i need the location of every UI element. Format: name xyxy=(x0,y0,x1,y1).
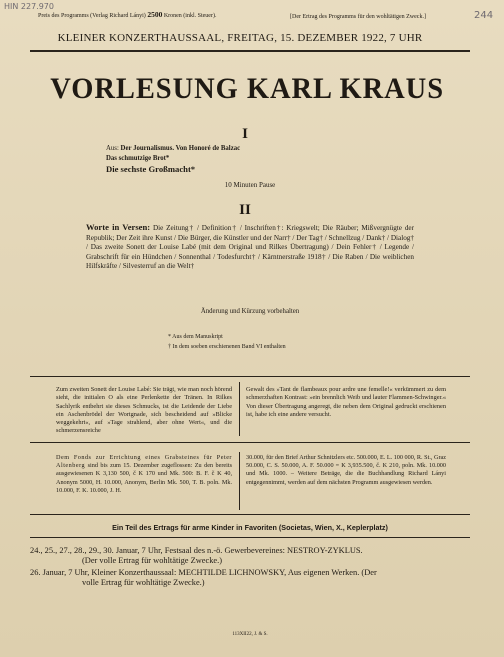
price-amount: 2500 xyxy=(147,10,163,19)
part1-line1 xyxy=(106,145,240,153)
fund-box-bottom-rule xyxy=(30,514,470,515)
printer-mark: 113XII22, J. & S. xyxy=(232,632,268,637)
part1-source: Der Journalismus. Von Honoré de Balzac xyxy=(120,145,241,152)
labe-note-right: Gewalt des »Tant de flambeaux pour ardre une femelle!« verkümmert zu dem schmerzhaften Kontrast: »ein brennlich Weib und lauter Flammen-Schwinger.« Von dieser Übertragung angeregt, die neben dem Original gedruckt erschienen ist, habe ich eine andere versucht. xyxy=(246,386,446,418)
proceeds-note: [Der Ertrag des Programms für den wohltätigen Zweck.] xyxy=(290,14,426,20)
note-box-divider xyxy=(239,382,240,436)
fund-note-left xyxy=(56,454,232,495)
price-prefix: Preis des Programms (Verlag Richard Lányi) xyxy=(38,13,146,19)
changes-note: Änderung und Kürzung vorbehalten xyxy=(200,308,300,315)
fund-note-right: 30.000, für den Brief Arthur Schnitzlers etc. 500.000, E. L. 100 000, R. St., Graz 50.000, C. S. 50.000, A. F. 50.000 = K 3,935.500, č. K 210, poln. Mk. 10.000 und Mk. 1000. – Weitere Beträge, die die Buchhandlung Richard Lányi entgegennimmt, werden auf dem nächsten Programm ausgewiesen werden. xyxy=(246,454,446,486)
page-title: VORLESUNG KARL KRAUS xyxy=(50,72,444,105)
event-nestroy-text: 24., 25., 27., 28., 29., 30. Januar, 7 Uhr, Festsaal des n.-ö. Gewerbevereines: NESTROY-ZYKLUS. xyxy=(30,546,363,555)
note-box-top-rule xyxy=(30,376,470,377)
part2-program xyxy=(86,223,414,272)
event-lichnowsky xyxy=(30,568,474,588)
price-line xyxy=(38,11,216,20)
pause-note: 10 Minuten Pause xyxy=(224,181,276,189)
pencil-page-number: 244 xyxy=(474,10,494,21)
event-lichnowsky-text: 26. Januar, 7 Uhr, Kleiner Konzerthaussaal: MECHTILDE LICHNOWSKY, Aus eigenen Werken. (Der xyxy=(30,568,377,577)
fund-heading: Dem Fonds zur Errichtung eines Grabsteines für Peter Altenberg xyxy=(56,454,232,470)
footnote-manuscript: * Aus dem Manuskript xyxy=(168,334,223,340)
header-rule xyxy=(30,50,470,52)
venue-line: KLEINER KONZERTHAUSSAAL, FREITAG, 15. DEZEMBER 1922, 7 UHR xyxy=(57,32,423,44)
labe-note-left: Zum zweiten Sonett der Louise Labé: Sie trägt, wie man noch hörend sieht, die initialen O als eine Perlenkette der Tränen. In Rilkes Sachlyrik entbehrt sie dieses Schmucks, ist die Leidende der Liebe ein Aschenbrödel der Wortgnade, sich bescheidend auf »Blicke weggekehrt«, auf »Tage strahlend, aber ohne Wert«, und die schmerzensreiche xyxy=(56,386,232,435)
part1-item-2: Die sechste Großmacht* xyxy=(106,164,196,174)
event-nestroy xyxy=(30,546,474,566)
price-suffix: Kronen (inkl. Steuer). xyxy=(163,13,217,19)
fund-box-divider xyxy=(239,452,240,510)
note-box-bottom-rule xyxy=(30,442,470,443)
event-lichnowsky-sub: volle Ertrag für wohltätige Zwecke.) xyxy=(82,578,205,587)
pencil-archive-note: HIN 227.970 xyxy=(4,2,54,11)
footnote-band-vi: † In dem soeben erschienenen Band VI enthalten xyxy=(168,344,286,350)
part2-label: Worte in Versen: xyxy=(86,222,151,232)
part1-prefix: Aus: xyxy=(106,145,119,152)
event-nestroy-sub: (Der volle Ertrag für wohltätige Zwecke.) xyxy=(82,556,222,565)
fund-body-left: sind bis zum 15. Dezember zugeflossen: Zu den bereits ausgewiesenen K 3,130 500, č K 170 und Mk. 500: B. F. č K 40, Anonym 5000, H. 10.000, Anonym, Berlin Mk. 500, T. B. poln. Mk. 10.000, F. K. 10.000, J. H. xyxy=(56,462,233,494)
part1-item-1: Das schmutzige Brot* xyxy=(106,155,170,162)
part1-numeral: I xyxy=(242,126,248,142)
part2-numeral: II xyxy=(239,202,251,218)
charity-rule xyxy=(30,537,470,538)
part2-text: Die Zeitung† / Definition† / Inschriften†: Kriegswelt; Die Räuber; Mißvergnügte der Republik; Der Zeit ihre Kunst / Die Bürger, die Künstler und der Narr† / Der Tag† / Schnellzug / Dank† / Dialog† / Das zweite Sonett der Louise Labé (mit dem Original und Rilkes Übertragung) / Dein Fehler† / Legende / Grabschrift für ein Hündchen / Sonnenthal / Todesfurcht† / Kärntnerstraße 1918† / Die Raben / Die weiblichen Hilfskräfte / Silvesterruf an die Welt† xyxy=(86,224,414,271)
charity-line: Ein Teil des Ertrags für arme Kinder in Favoriten (Societas, Wien, X., Keplerplatz) xyxy=(112,523,388,532)
